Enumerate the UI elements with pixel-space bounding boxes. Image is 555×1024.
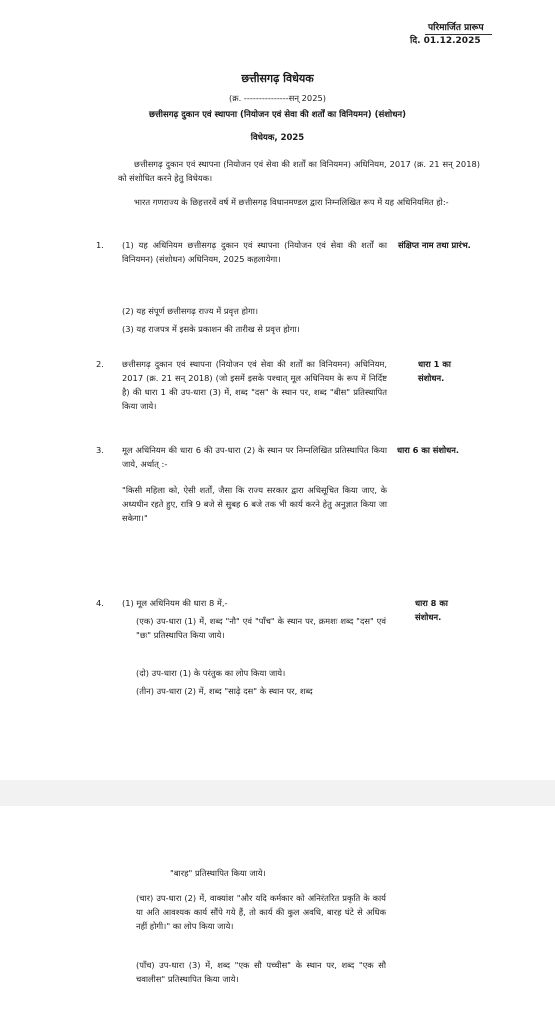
bill-number-line: (क्र. ---------------सन् 2025)	[229, 93, 326, 103]
section-4-item-1: (एक) उप-धारा (1) में, शब्द "नौ" एवं "पाँच" के स्थान पर, क्रमशः शब्द "दस" एवं "छः" प्रतिस्थापित किया जाये।	[136, 616, 386, 640]
stamp-date: दि. 01.12.2025	[410, 36, 481, 46]
bill-year: विधेयक, 2025	[250, 133, 305, 143]
section-4-item-2: (दो) उप-धारा (1) के परंतुक का लोप किया जाये।	[136, 668, 286, 678]
section-4-number: 4.	[96, 598, 104, 608]
section-4-item-3: (तीन) उप-धारा (2) में, शब्द "साढ़े दस" के स्थान पर, शब्द	[136, 686, 313, 696]
section-1-clause-3: (3) यह राजपत्र में इसके प्रकाशन की तारीख से प्रवृत्त होगा।	[122, 324, 300, 334]
section-3-text: मूल अधिनियम की धारा 6 की उप-धारा (2) के स्थान पर निम्नलिखित प्रतिस्थापित किया जाये, अर्थात् :-	[122, 445, 387, 469]
section-2-text: छत्तीसगढ़ दुकान एवं स्थापना (नियोजन एवं सेवा की शर्तों का विनियमन) अधिनियम, 2017 (क्र. 21 सन् 2018) (जो इसमें इसके पश्चात् मूल अधिनियम के रूप में निर्दिष्ट है) की धारा 1 की उप-धारा (3) में, शब्द "दस" के स्थान पर, शब्द "बीस" प्रतिस्थापित किया जाये।	[122, 359, 387, 411]
section-1-margin-note: संक्षिप्त नाम तथा प्रारंभ.	[398, 240, 471, 250]
revised-draft-stamp: परिमार्जित प्रारूप	[428, 23, 484, 33]
section-1-clause-1: (1) यह अधिनियम छत्तीसगढ़ दुकान एवं स्थापना (नियोजन एवं सेवा की शर्तों का विनियमन) (संशोधन) अधिनियम, 2025 कहलायेगा।	[122, 240, 387, 264]
section-4-item-5: (पाँच) उप-धारा (3) में, शब्द "एक सौ पच्चीस" के स्थान पर, शब्द "एक सौ चवालीस" प्रतिस्थापित किया जाये।	[136, 960, 386, 984]
section-4-item-3-continued: "बारह" प्रतिस्थापित किया जाये।	[170, 868, 266, 878]
section-2-number: 2.	[96, 359, 104, 369]
preamble-purpose: छत्तीसगढ़ दुकान एवं स्थापना (नियोजन एवं सेवा की शर्तों का विनियमन) अधिनियम, 2017 (क्र. 21 सन् 2018) को संशोधित करने हेतु विधेयक।	[118, 159, 480, 183]
section-3-margin-note: धारा 6 का संशोधन.	[397, 445, 460, 455]
section-4-item-4: (चार) उप-धारा (2) में, वाक्यांश "और यदि कर्मकार को अनिरंतरित प्रकृति के कार्य या अति आवश्यक कार्य सौंपे गये हैं, तो कार्य की कुल अवधि, बारह घंटे से अधिक नहीं होगी।" का लोप किया जाये।	[136, 893, 386, 931]
preamble-enactment: भारत गणराज्य के छिहत्तरवें वर्ष में छत्तीसगढ़ विधानमण्डल द्वारा निम्नलिखित रूप में यह अधिनियमित हो:-	[134, 197, 449, 207]
document-page-2	[0, 806, 555, 1024]
section-1-number: 1.	[96, 240, 104, 250]
section-4-intro: (1) मूल अधिनियम की धारा 8 में,-	[122, 598, 228, 608]
section-1-clause-2: (2) यह संपूर्ण छत्तीसगढ़ राज्य में प्रवृत्त होगा।	[122, 306, 259, 316]
section-3-quote: "किसी महिला को, ऐसी शर्तों, जैसा कि राज्य सरकार द्वारा अधिसूचित किया जाए, के अध्यधीन रहते हुए, रात्रि 9 बजे से सुबह 6 बजे तक भी कार्य करने हेतु अनुज्ञात किया जा सकेगा।"	[122, 485, 387, 523]
section-2-margin-note: धारा 1 का संशोधन.	[418, 359, 451, 383]
bill-subtitle: छत्तीसगढ़ दुकान एवं स्थापना (नियोजन एवं सेवा की शर्तों का विनियमन) (संशोधन)	[148, 110, 407, 120]
section-3-number: 3.	[96, 445, 104, 455]
bill-title: छत्तीसगढ़ विधेयक	[241, 72, 314, 85]
section-4-margin-note: धारा 8 का संशोधन.	[415, 598, 448, 622]
